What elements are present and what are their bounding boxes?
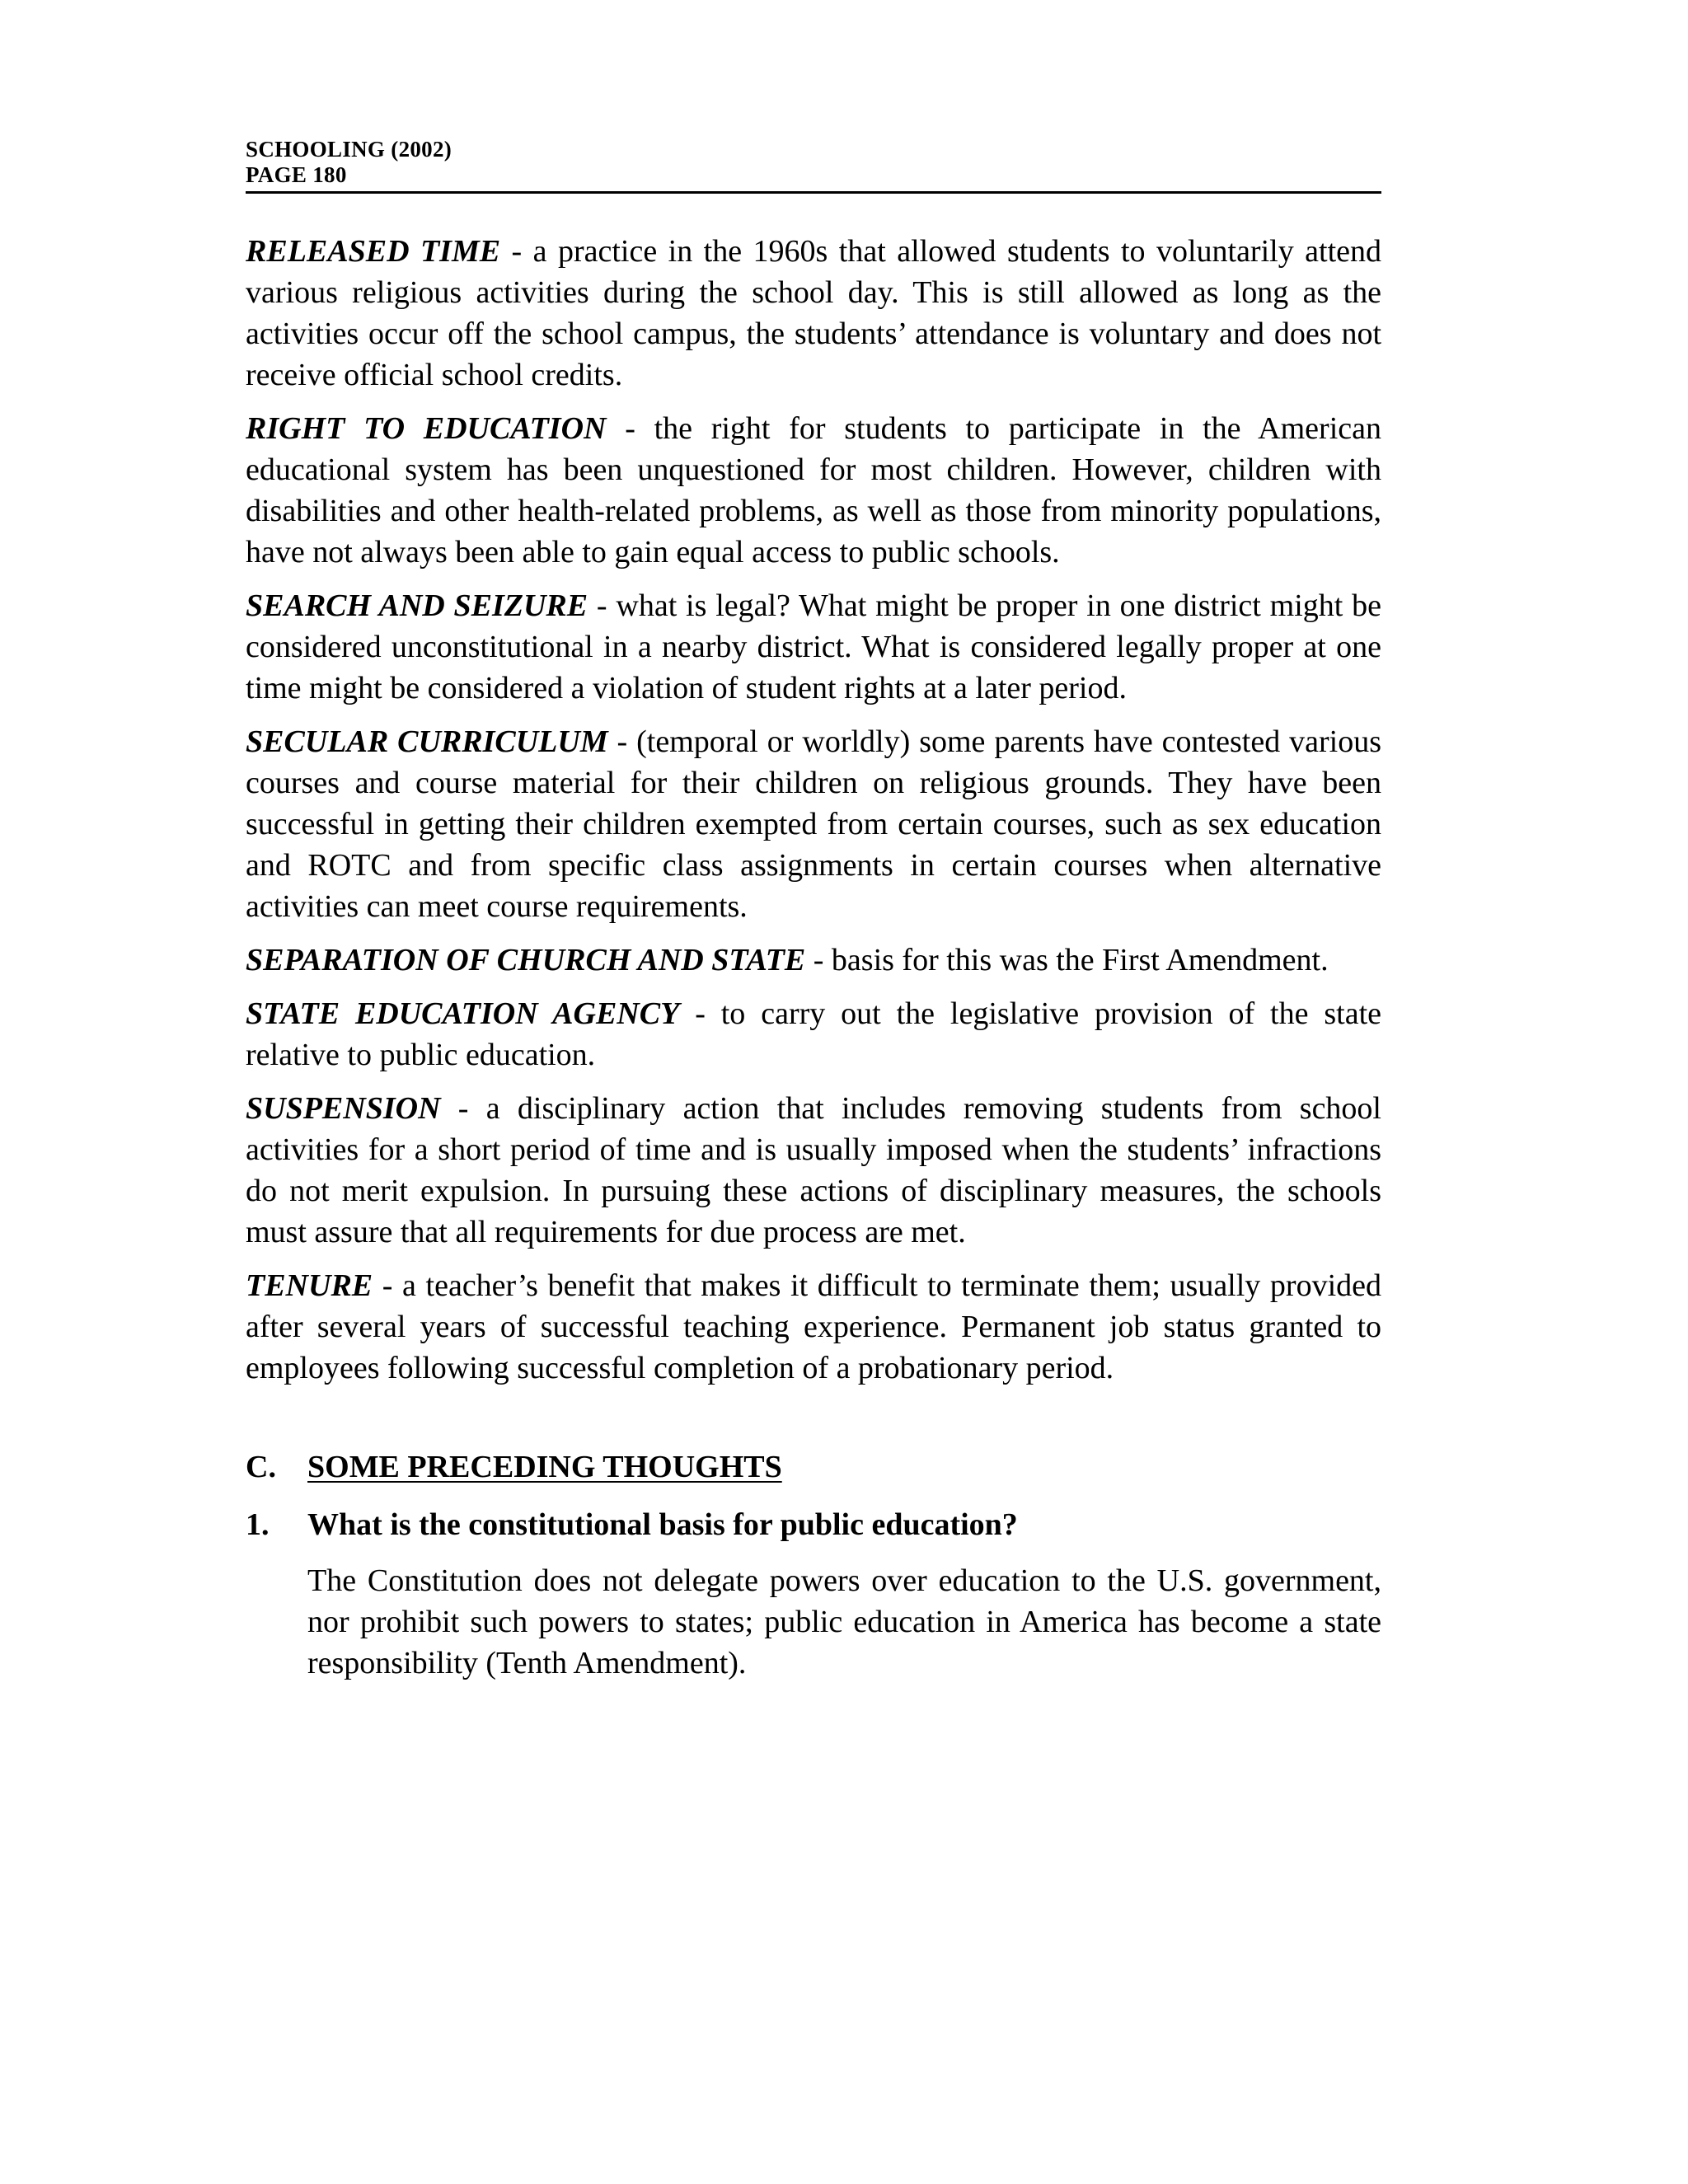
glossary-definition: - to carry out the legislative provision of the state relative to public education. — [246, 996, 1381, 1072]
glossary-definition: - a teacher’s benefit that makes it difficult to terminate them; usually provided after several years of successful teaching experience. Permanent job status granted to employees following successful completion of a probationary period. — [246, 1268, 1381, 1385]
glossary-term: RELEASED TIME — [246, 234, 501, 269]
section-letter: C. — [246, 1450, 276, 1484]
page-number: PAGE 180 — [246, 162, 347, 187]
glossary-term: SEARCH AND SEIZURE — [246, 588, 588, 623]
question-heading — [246, 1504, 1381, 1545]
glossary-term: SUSPENSION — [246, 1091, 441, 1126]
glossary-definition: - (temporal or worldly) some parents have contested various courses and course material for their children on religious grounds. They have been successful in getting their children exempted from certain courses, such as sex education and ROTC and from specific class assignments in certain courses when alternative activities can meet course requirements. — [246, 724, 1381, 924]
glossary-definition: - a practice in the 1960s that allowed students to voluntarily attend various religious activities during the school day. This is still allowed as long as the activities occur off the school campus, the students’ attendance is voluntary and does not receive official school credits. — [246, 234, 1381, 392]
question-answer: The Constitution does not delegate powers over education to the U.S. government, nor prohibit such powers to states; public education in America has become a state responsibility (Tenth Amendment). — [307, 1563, 1381, 1680]
glossary-entry-separation-of-church-and-state — [246, 940, 1381, 981]
glossary-entry-right-to-education — [246, 408, 1381, 573]
glossary-term: SECULAR CURRICULUM — [246, 724, 608, 759]
glossary-entry-secular-curriculum — [246, 721, 1381, 927]
glossary-definition: - the right for students to participate in the American educational system has been unquestioned for most children. However, children with disabilities and other health-related problems, as well as those from minority populations, have not always been able to gain equal access to public schools. — [246, 411, 1381, 569]
question-number: 1. — [246, 1507, 270, 1542]
section-title: SOME PRECEDING THOUGHTS — [307, 1450, 782, 1484]
running-header — [246, 137, 1381, 188]
glossary-entry-search-and-seizure — [246, 585, 1381, 709]
question-text: What is the constitutional basis for public education? — [307, 1507, 1018, 1542]
header-title: SCHOOLING (2002) — [246, 137, 452, 162]
glossary-entry-suspension — [246, 1088, 1381, 1253]
glossary-list — [246, 231, 1381, 1389]
glossary-definition: - what is legal? What might be proper in one district might be considered unconstitutional in a nearby district. What is considered legally proper at one time might be considered a violation of student rights at a later period. — [246, 588, 1381, 705]
glossary-definition: - a disciplinary action that includes removing students from school activities for a short period of time and is usually imposed when the students’ infractions do not merit expulsion. In pursuing these actions of disciplinary measures, the schools must assure that all requirements for due process are met. — [246, 1091, 1381, 1249]
header-rule — [246, 191, 1381, 194]
glossary-term: RIGHT TO EDUCATION — [246, 411, 607, 446]
glossary-term: SEPARATION OF CHURCH AND STATE — [246, 943, 806, 977]
section-heading — [246, 1446, 1381, 1488]
glossary-entry-released-time — [246, 231, 1381, 396]
glossary-entry-tenure — [246, 1265, 1381, 1389]
document-page — [246, 137, 1381, 1684]
glossary-term: STATE EDUCATION AGENCY — [246, 996, 680, 1031]
glossary-entry-state-education-agency — [246, 993, 1381, 1076]
glossary-term: TENURE — [246, 1268, 373, 1303]
glossary-definition: - basis for this was the First Amendment. — [805, 943, 1329, 977]
